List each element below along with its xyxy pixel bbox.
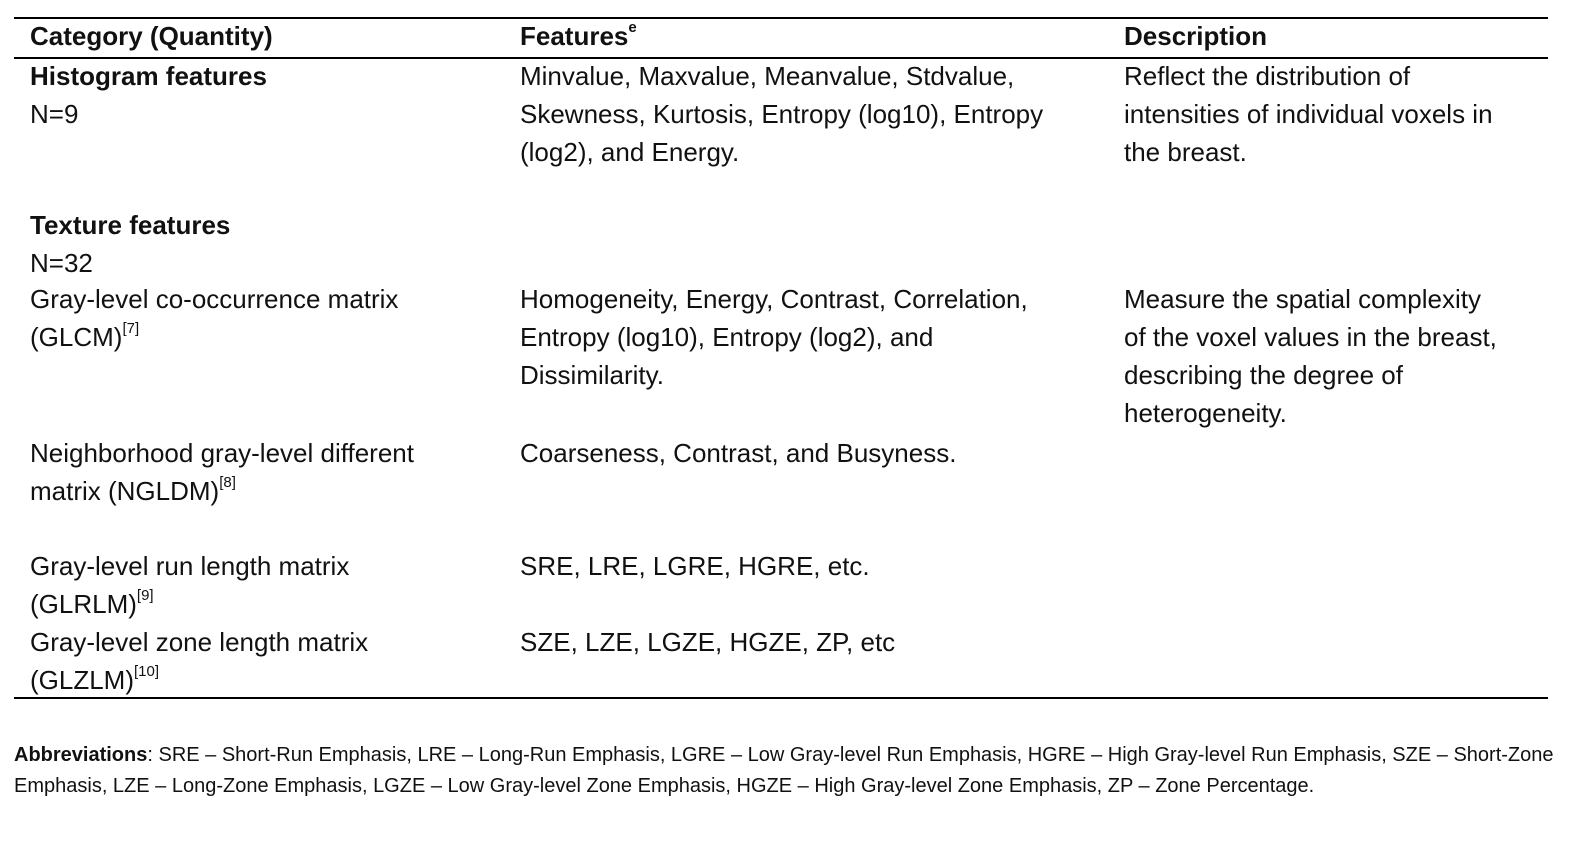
ngldm-name-line: matrix (NGLDM)[8] <box>30 474 236 506</box>
histogram-features-line: Minvalue, Maxvalue, Meanvalue, Stdvalue, <box>520 61 1015 91</box>
header-features-footnote: e <box>628 19 637 37</box>
ngldm-features: Coarseness, Contrast, and Busyness. <box>520 438 957 468</box>
ngldm-name-line: Neighborhood gray-level different <box>30 438 414 468</box>
glzlm-name-line: Gray-level zone length matrix <box>30 627 369 657</box>
glzlm-features: SZE, LZE, LGZE, HGZE, ZP, etc <box>520 627 896 657</box>
glcm-description-line: heterogeneity. <box>1124 398 1287 428</box>
glzlm-reference: [10] <box>134 663 160 681</box>
glcm-description-line: of the voxel values in the breast, <box>1124 322 1497 352</box>
glcm-features-line: Entropy (log10), Entropy (log2), and <box>520 322 934 352</box>
histogram-features-line: Skewness, Kurtosis, Entropy (log10), Entropy <box>520 99 1044 129</box>
glzlm-name-line: (GLZLM)[10] <box>30 663 160 695</box>
glrlm-features: SRE, LRE, LGRE, HGRE, etc. <box>520 551 870 581</box>
glcm-name-line: (GLCM)[7] <box>30 320 140 352</box>
abbreviations-note <box>14 740 1554 802</box>
glcm-description-line: Measure the spatial complexity <box>1124 284 1481 314</box>
texture-count: N=32 <box>30 248 93 278</box>
abbreviations-label: Abbreviations <box>14 744 148 766</box>
header-category: Category (Quantity) <box>30 21 273 51</box>
texture-title: Texture features <box>30 210 231 240</box>
histogram-features-line: (log2), and Energy. <box>520 137 740 167</box>
glcm-features-line: Homogeneity, Energy, Contrast, Correlation, <box>520 284 1028 314</box>
glrlm-name-line: Gray-level run length matrix <box>30 551 350 581</box>
histogram-description-line: the breast. <box>1124 137 1247 167</box>
header-features: Features$^e$ <box>520 19 637 51</box>
ngldm-reference: [8] <box>219 474 236 492</box>
glrlm-name-line: (GLRLM)[9] <box>30 587 154 619</box>
table-bottom-rule <box>14 697 1548 699</box>
glcm-description-line: describing the degree of <box>1124 360 1403 390</box>
glcm-reference: [7] <box>122 320 140 338</box>
glrlm-reference: [9] <box>136 587 154 605</box>
histogram-title: Histogram features <box>30 61 267 91</box>
header-description: Description <box>1124 21 1268 51</box>
histogram-count: N=9 <box>30 99 79 129</box>
histogram-description-line: Reflect the distribution of <box>1124 61 1411 91</box>
histogram-description-line: intensities of individual voxels in <box>1124 99 1493 129</box>
glcm-features-line: Dissimilarity. <box>520 360 664 390</box>
abbreviations-text: : SRE – Short-Run Emphasis, LRE – Long-Run Emphasis, LGRE – Low Gray-level Run Emphasis, HGRE – High Gray-level Run Emphasis, SZE – Short-Zone Emphasis, LZE – Long-Zone Emphasis, LGZE – Low Gray-level Zone Emphasis, HGZE – High Gray-level Zone Emphasis, ZP – Zone Percentage. <box>14 744 1554 797</box>
glcm-name-line: Gray-level co-occurrence matrix <box>30 284 399 314</box>
